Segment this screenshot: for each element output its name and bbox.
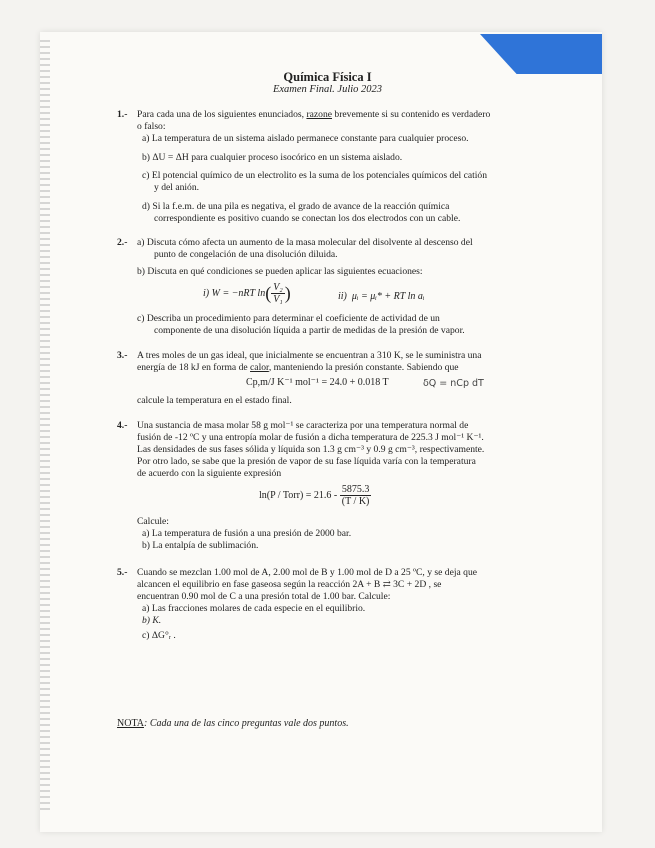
q3-line2: energía de 18 kJ en forma de calor, manteniendo la presión constante. Sabiendo que: [137, 362, 459, 373]
q4-line2: fusión de -12 ºC y una entropía molar de fusión a dicha temperatura de 225.3 J mol⁻¹ K⁻¹.: [137, 432, 484, 443]
q1-intro-cont: o falso:: [137, 121, 166, 132]
q3-number: 3.-: [117, 350, 128, 361]
q1-d-cont: correspondiente es positivo cuando se conectan los dos electrodos con un cable.: [154, 213, 461, 224]
q4-line1: Una sustancia de masa molar 58 g mol⁻¹ se caracteriza por una temperatura normal de: [137, 420, 469, 431]
q2-a-cont: punto de congelación de una disolución diluida.: [154, 249, 338, 260]
exam-note: NOTA: Cada una de las cinco preguntas vale dos puntos.: [117, 718, 349, 729]
q4-number: 4.-: [117, 420, 128, 431]
q5-line3: encuentran 0.90 mol de C a una presión total de 1.00 bar. Calcule:: [137, 591, 391, 602]
q1-c-cont: y del anión.: [154, 182, 200, 193]
q5-c: c) ΔG°ᵣ .: [142, 630, 176, 641]
q4-line5: de acuerdo con la siguiente expresión: [137, 468, 282, 479]
handwritten-note: δQ = nCp dT: [423, 378, 484, 389]
q3-line1: A tres moles de un gas ideal, que inicialmente se encuentran a 310 K, se le suministra una: [137, 350, 482, 361]
q1-c: c) El potencial químico de un electrolito es la suma de los potenciales químicos del catión: [142, 170, 488, 181]
exam-subtitle: Examen Final. Julio 2023: [272, 84, 383, 95]
q4-line4: Por otro lado, se sabe que la presión de vapor de su fase líquida varía con la temperatura: [137, 456, 476, 467]
binding-spiral: [40, 40, 50, 810]
q1-a: a) La temperatura de un sistema aislado permanece constante para cualquier proceso.: [142, 133, 469, 144]
q3-line3: calcule la temperatura en el estado final.: [137, 395, 292, 406]
q4-line3: Las densidades de sus fases sólida y líquida son 1.3 g cm⁻³ y 0.9 g cm⁻³, respectivamente.: [137, 444, 485, 455]
q1-d: d) Si la f.e.m. de una pila es negativa, el grado de avance de la reacción química: [142, 201, 450, 212]
q5-line1: Cuando se mezclan 1.00 mol de A, 2.00 mol de B y 1.00 mol de D a 25 ºC, y se deja que: [137, 567, 478, 578]
q5-number: 5.-: [117, 567, 128, 578]
equation-chemical-potential: ii) μᵢ = μᵢ* + RT ln aᵢ: [338, 291, 425, 302]
q2-c-cont: componente de una disolución líquida a partir de medidas de la presión de vapor.: [154, 325, 465, 336]
q2-b: b) Discuta en qué condiciones se pueden aplicar las siguientes ecuaciones:: [137, 266, 423, 277]
q5-a: a) Las fracciones molares de cada especie en el equilibrio.: [142, 603, 366, 614]
q4-a: a) La temperatura de fusión a una presión de 2000 bar.: [142, 528, 352, 539]
exam-title: Química Física I: [283, 70, 372, 84]
q1-intro: Para cada una de los siguientes enunciados, razone brevemente si su contenido es verdadero: [137, 109, 491, 120]
q2-c: c) Describa un procedimiento para determinar el coeficiente de actividad de un: [137, 313, 440, 324]
equation-heat-capacity: Cp,m/J K⁻¹ mol⁻¹ = 24.0 + 0.018 T: [246, 377, 389, 388]
q1-number: 1.-: [117, 109, 128, 120]
q1-b: b) ΔU = ΔH para cualquier proceso isocórico en un sistema aislado.: [142, 152, 403, 163]
equation-vapor-pressure: ln(P / Torr) = 21.6 - $\frac{5875.3}{(T / K)}$: [259, 484, 370, 507]
equation-work: i) W = −nRT ln( $\frac{\text{V₂}}{\text{V₁}}$ ): [203, 282, 291, 305]
q4-b: b) La entalpía de sublimación.: [142, 540, 259, 551]
q2-number: 2.-: [117, 237, 128, 248]
q4-calc: Calcule:: [137, 516, 169, 527]
q5-line2: alcancen el equilibrio en fase gaseosa según la reacción 2A + B ⇄ 3C + 2D , se: [137, 579, 442, 590]
q5-b: b) K.: [142, 615, 162, 626]
q2-a: a) Discuta cómo afecta un aumento de la masa molecular del disolvente al descenso del: [137, 237, 473, 248]
